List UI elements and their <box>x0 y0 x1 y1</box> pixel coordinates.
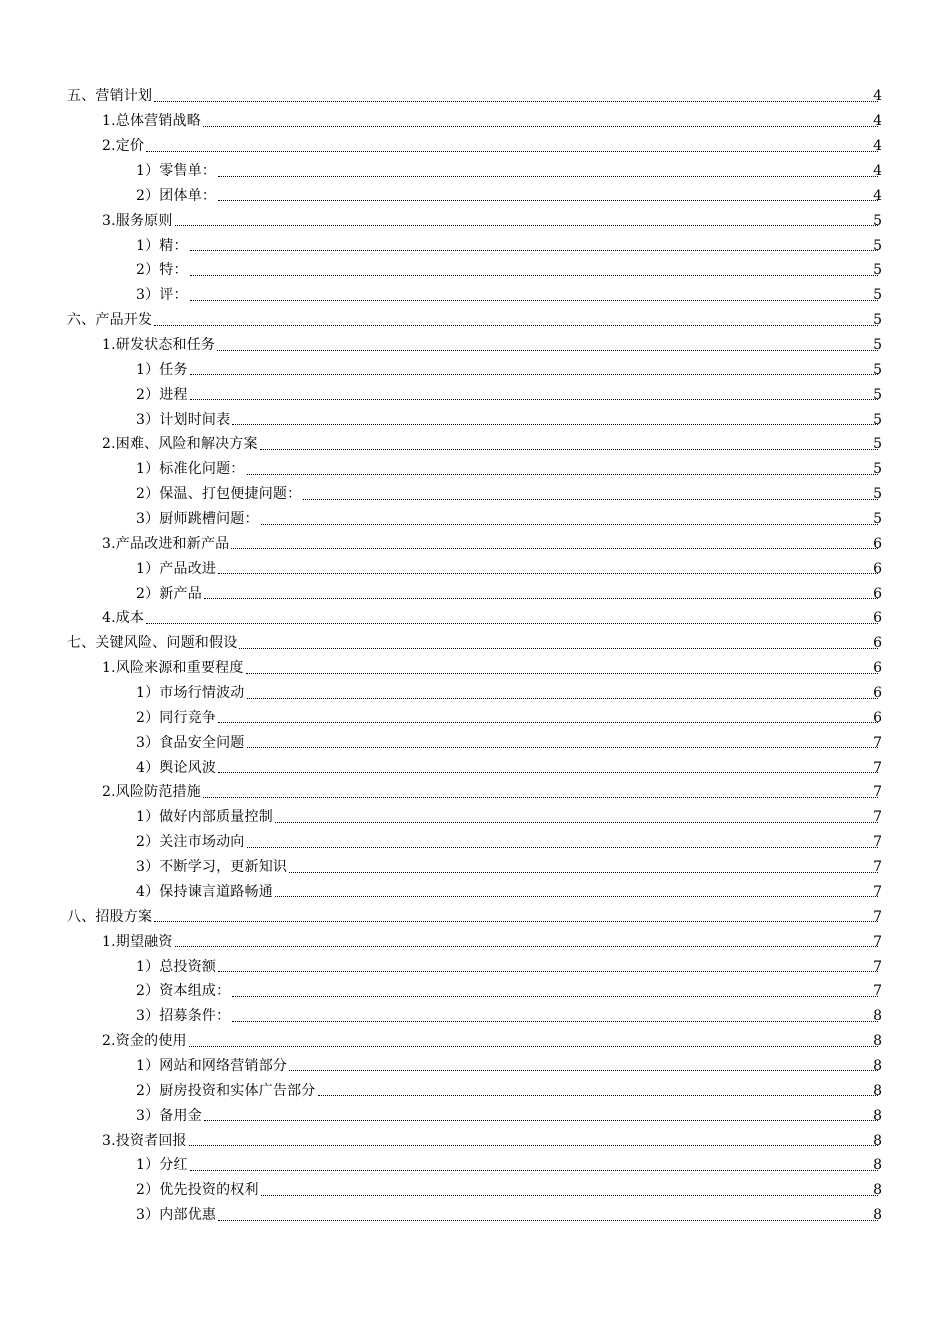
dot-leader <box>218 722 878 723</box>
dot-leader <box>203 797 878 798</box>
toc-entry-page-number: 4 <box>873 163 882 179</box>
dot-leader <box>146 623 878 624</box>
dot-leader <box>247 747 878 748</box>
toc-entry[interactable] <box>0 109 950 134</box>
toc-entry-title: 3）评： <box>136 287 188 304</box>
toc-entry-title: 3）食品安全问题 <box>136 734 245 751</box>
toc-entry[interactable] <box>0 1178 950 1203</box>
toc-entry-title: 4）舆论风波 <box>136 759 217 776</box>
dot-leader <box>247 698 878 699</box>
toc-entry-page-number: 7 <box>873 834 882 851</box>
dot-leader <box>218 1220 878 1221</box>
toc-entry-page-number: 7 <box>873 734 882 751</box>
toc-entry-page-number: 5 <box>873 461 882 478</box>
toc-entry-title: 1.总体营销战略 <box>102 113 201 130</box>
toc-entry-title: 2）特： <box>136 262 188 279</box>
toc-entry-title: 3.服务原则 <box>102 212 173 229</box>
dot-leader <box>190 399 878 400</box>
toc-entry-title: 1）零售单： <box>136 163 217 179</box>
toc-entry[interactable] <box>0 507 950 532</box>
toc-entry-title: 1）分红 <box>136 1157 188 1174</box>
toc-entry[interactable] <box>0 581 950 606</box>
dot-leader <box>190 374 878 375</box>
toc-entry-title: 2）同行竞争 <box>136 709 217 726</box>
dot-leader <box>189 1046 878 1047</box>
toc-entry-page-number: 4 <box>873 113 882 130</box>
toc-entry-page-number: 4 <box>873 88 882 105</box>
toc-entry-title: 2）团体单： <box>136 187 217 204</box>
toc-entry-title: 3）不断学习，更新知识 <box>136 859 288 876</box>
toc-entry[interactable] <box>0 84 950 109</box>
toc-entry[interactable] <box>0 382 950 407</box>
dot-leader <box>218 772 878 773</box>
toc-entry-page-number: 6 <box>873 709 882 726</box>
toc-entry[interactable] <box>0 730 950 755</box>
toc-entry-title: 2）保温、打包便捷问题： <box>136 486 302 503</box>
toc-entry[interactable] <box>0 482 950 507</box>
toc-entry[interactable] <box>0 1153 950 1178</box>
dot-leader <box>289 872 878 873</box>
toc-entry-page-number: 6 <box>873 635 882 652</box>
toc-entry[interactable] <box>0 183 950 208</box>
toc-entry-page-number: 7 <box>873 983 882 1000</box>
dot-leader <box>260 449 878 450</box>
dot-leader <box>261 524 878 525</box>
toc-entry-title: 3）备用金 <box>136 1107 202 1124</box>
toc-entry-page-number: 5 <box>873 511 882 528</box>
dot-leader <box>318 1095 878 1096</box>
dot-leader <box>246 673 878 674</box>
toc-entry-title: 3）招募条件： <box>136 1008 231 1025</box>
toc-entry[interactable] <box>0 656 950 681</box>
dot-leader <box>289 1070 878 1071</box>
toc-entry-page-number: 6 <box>873 685 882 702</box>
toc-entry-title: 1）做好内部质量控制 <box>136 809 273 826</box>
dot-leader <box>261 1195 878 1196</box>
dot-leader <box>303 499 878 500</box>
toc-entry-title: 2.风险防范措施 <box>102 784 201 801</box>
toc-entry-title: 2）进程 <box>136 386 188 403</box>
toc-entry-page-number: 5 <box>873 486 882 503</box>
toc-entry-title: 五、营销计划 <box>67 88 153 105</box>
toc-entry-title: 八、招股方案 <box>67 908 153 925</box>
dot-leader <box>218 176 878 177</box>
toc-entry[interactable] <box>0 407 950 432</box>
toc-entry[interactable] <box>0 631 950 656</box>
toc-entry[interactable] <box>0 954 950 979</box>
toc-entry[interactable] <box>0 208 950 233</box>
dot-leader <box>204 598 878 599</box>
dot-leader <box>239 648 878 649</box>
toc-entry-page-number: 6 <box>873 535 882 552</box>
toc-entry[interactable] <box>0 855 950 880</box>
dot-leader <box>189 1145 878 1146</box>
table-of-contents <box>0 84 950 1228</box>
toc-entry-page-number: 8 <box>873 1033 882 1050</box>
toc-entry-page-number: 5 <box>873 411 882 428</box>
dot-leader <box>247 847 878 848</box>
toc-entry[interactable] <box>0 333 950 358</box>
toc-entry-title: 2）优先投资的权利 <box>136 1182 259 1199</box>
toc-entry-title: 2.困难、风险和解决方案 <box>102 436 258 453</box>
toc-entry[interactable] <box>0 1078 950 1103</box>
toc-entry-title: 1）网站和网络营销部分 <box>136 1057 288 1074</box>
dot-leader <box>190 1170 878 1171</box>
dot-leader <box>232 996 878 997</box>
toc-entry-page-number: 5 <box>873 436 882 453</box>
toc-entry-page-number: 7 <box>873 759 882 776</box>
toc-entry-page-number: 8 <box>873 1082 882 1099</box>
toc-entry-title: 1）任务 <box>136 361 188 378</box>
toc-entry-title: 4）保持谏言道路畅通 <box>136 883 273 900</box>
toc-entry-title: 3.投资者回报 <box>102 1132 187 1149</box>
toc-entry-title: 4.成本 <box>102 610 145 627</box>
toc-entry-page-number: 6 <box>873 585 882 602</box>
toc-entry-title: 2.资金的使用 <box>102 1033 187 1050</box>
toc-entry[interactable] <box>0 830 950 855</box>
toc-entry[interactable] <box>0 432 950 457</box>
toc-entry-title: 3.产品改进和新产品 <box>102 535 230 552</box>
toc-entry[interactable] <box>0 1128 950 1153</box>
dot-leader <box>275 896 878 897</box>
toc-entry-page-number: 8 <box>873 1207 882 1224</box>
toc-entry[interactable] <box>0 606 950 631</box>
toc-entry-page-number: 7 <box>873 933 882 950</box>
toc-entry-page-number: 4 <box>873 187 882 204</box>
toc-entry-title: 3）计划时间表 <box>136 411 231 428</box>
dot-leader <box>154 101 878 102</box>
toc-entry-page-number: 7 <box>873 908 882 925</box>
toc-entry-page-number: 8 <box>873 1107 882 1124</box>
toc-entry-page-number: 8 <box>873 1008 882 1025</box>
dot-leader <box>218 573 878 574</box>
toc-entry-page-number: 8 <box>873 1057 882 1074</box>
dot-leader <box>175 225 878 226</box>
toc-entry-title: 2.定价 <box>102 138 145 155</box>
toc-entry-title: 1.期望融资 <box>102 933 173 950</box>
dot-leader <box>190 300 878 301</box>
toc-entry-title: 1）市场行情波动 <box>136 685 245 702</box>
dot-leader <box>175 946 878 947</box>
toc-entry-title: 3）厨师跳槽问题： <box>136 511 259 528</box>
dot-leader <box>203 126 878 127</box>
toc-entry-title: 1.风险来源和重要程度 <box>102 660 244 677</box>
toc-entry-title: 2）关注市场动向 <box>136 834 245 851</box>
toc-entry-title: 1）精： <box>136 237 188 254</box>
toc-entry-page-number: 5 <box>873 312 882 329</box>
toc-entry-title: 2）新产品 <box>136 585 202 602</box>
toc-entry-page-number: 7 <box>873 958 882 975</box>
toc-entry[interactable] <box>0 929 950 954</box>
dot-leader <box>146 151 878 152</box>
toc-entry-title: 3）内部优惠 <box>136 1207 217 1224</box>
dot-leader <box>217 350 878 351</box>
toc-entry[interactable] <box>0 258 950 283</box>
dot-leader <box>218 971 878 972</box>
toc-entry[interactable] <box>0 233 950 258</box>
toc-entry[interactable] <box>0 904 950 929</box>
toc-entry[interactable] <box>0 531 950 556</box>
dot-leader <box>218 200 878 201</box>
toc-entry-title: 七、关键风险、问题和假设 <box>67 635 238 652</box>
toc-entry-page-number: 5 <box>873 337 882 354</box>
toc-entry-title: 1）标准化问题： <box>136 461 245 478</box>
dot-leader <box>275 822 878 823</box>
toc-entry-title: 2）厨房投资和实体广告部分 <box>136 1082 316 1099</box>
toc-entry-page-number: 5 <box>873 262 882 279</box>
toc-entry[interactable] <box>0 1029 950 1054</box>
dot-leader <box>232 424 878 425</box>
toc-entry[interactable] <box>0 1054 950 1079</box>
toc-entry-title: 1.研发状态和任务 <box>102 337 216 354</box>
toc-entry[interactable] <box>0 159 950 184</box>
toc-entry-page-number: 7 <box>873 883 882 900</box>
toc-entry[interactable] <box>0 1203 950 1228</box>
toc-entry[interactable] <box>0 805 950 830</box>
toc-entry-page-number: 6 <box>873 660 882 677</box>
dot-leader <box>190 250 878 251</box>
toc-entry-page-number: 7 <box>873 809 882 826</box>
toc-entry[interactable] <box>0 308 950 333</box>
dot-leader <box>154 325 878 326</box>
toc-entry-page-number: 5 <box>873 361 882 378</box>
toc-entry-page-number: 7 <box>873 784 882 801</box>
toc-entry[interactable] <box>0 556 950 581</box>
dot-leader <box>232 1021 878 1022</box>
toc-entry[interactable] <box>0 705 950 730</box>
toc-entry-title: 1）总投资额 <box>136 958 217 975</box>
toc-entry[interactable] <box>0 134 950 159</box>
toc-entry-title: 1）产品改进 <box>136 560 217 577</box>
toc-entry-page-number: 5 <box>873 212 882 229</box>
dot-leader <box>231 548 878 549</box>
dot-leader <box>204 1120 878 1121</box>
dot-leader <box>154 921 878 922</box>
toc-entry-page-number: 7 <box>873 859 882 876</box>
toc-entry[interactable] <box>0 457 950 482</box>
dot-leader <box>247 474 878 475</box>
toc-entry[interactable] <box>0 880 950 905</box>
toc-entry[interactable] <box>0 283 950 308</box>
toc-entry[interactable] <box>0 681 950 706</box>
toc-entry-page-number: 8 <box>873 1182 882 1199</box>
toc-entry[interactable] <box>0 357 950 382</box>
toc-entry-page-number: 6 <box>873 560 882 577</box>
toc-entry-page-number: 5 <box>873 287 882 304</box>
toc-entry-page-number: 8 <box>873 1132 882 1149</box>
dot-leader <box>190 275 878 276</box>
toc-entry[interactable] <box>0 1004 950 1029</box>
toc-entry-page-number: 5 <box>873 386 882 403</box>
toc-entry-page-number: 6 <box>873 610 882 627</box>
toc-entry[interactable] <box>0 780 950 805</box>
toc-entry-page-number: 5 <box>873 237 882 254</box>
toc-entry-page-number: 8 <box>873 1157 882 1174</box>
toc-entry-title: 2）资本组成： <box>136 983 231 1000</box>
toc-entry[interactable] <box>0 755 950 780</box>
toc-entry-title: 六、产品开发 <box>67 312 153 329</box>
toc-entry-page-number: 4 <box>873 138 882 155</box>
toc-entry[interactable] <box>0 979 950 1004</box>
toc-entry[interactable] <box>0 1103 950 1128</box>
